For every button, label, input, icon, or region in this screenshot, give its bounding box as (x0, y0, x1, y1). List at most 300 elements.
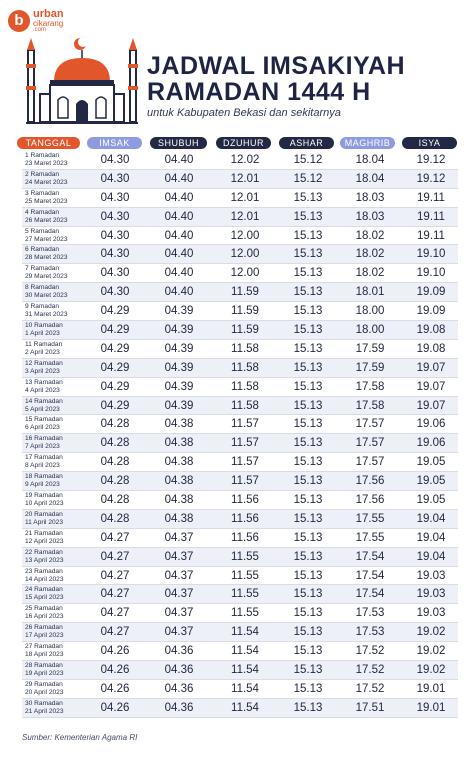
column-header-imsak: IMSAK (87, 137, 142, 149)
page-title-line1: JADWAL IMSAKIYAH (147, 52, 406, 80)
table-row (22, 245, 458, 264)
cell-isya: 19.05 (416, 456, 446, 469)
cell-imsak: 04.27 (100, 588, 130, 601)
table-row (22, 623, 458, 642)
cell-isya: 19.04 (416, 550, 446, 563)
cell-maghrib: 18.03 (355, 210, 385, 223)
cell-shubuh: 04.36 (164, 701, 194, 714)
cell-maghrib: 18.02 (355, 267, 385, 280)
row-ramadan-day: 9 Ramadan (25, 303, 60, 311)
cell-ashar: 15.12 (293, 172, 323, 185)
cell-maghrib: 17.58 (355, 380, 385, 393)
cell-isya: 19.05 (416, 494, 446, 507)
cell-maghrib: 17.57 (355, 437, 385, 450)
row-date (25, 435, 63, 451)
row-date (25, 265, 68, 281)
column-header-maghrib: MAGHRIB (340, 137, 395, 149)
cell-isya: 19.10 (416, 248, 446, 261)
cell-ashar: 15.13 (293, 456, 323, 469)
cell-isya: 19.12 (416, 154, 446, 166)
cell-dzuhur: 11.59 (231, 305, 259, 318)
column-header-shubuh: SHUBUH (150, 137, 207, 149)
cell-shubuh: 04.37 (164, 550, 194, 563)
row-gregorian-date: 10 April 2023 (25, 500, 64, 508)
row-ramadan-day: 2 Ramadan (25, 170, 60, 178)
cell-imsak: 04.29 (100, 399, 130, 412)
row-ramadan-day: 7 Ramadan (25, 265, 60, 273)
cell-maghrib: 17.53 (355, 607, 385, 620)
cell-imsak: 04.29 (100, 361, 130, 374)
column-header-tanggal: TANGGAL (17, 137, 80, 149)
cell-isya: 19.10 (416, 267, 446, 280)
cell-dzuhur: 11.57 (231, 418, 259, 431)
cell-dzuhur: 11.59 (231, 324, 259, 337)
cell-shubuh: 04.39 (164, 399, 194, 412)
cell-maghrib: 17.58 (355, 399, 385, 412)
cell-shubuh: 04.39 (164, 305, 194, 318)
row-ramadan-day: 19 Ramadan (25, 492, 63, 500)
cell-imsak: 04.27 (100, 607, 130, 620)
cell-maghrib: 18.04 (355, 172, 385, 185)
table-row (22, 548, 458, 567)
cell-imsak: 04.27 (100, 626, 130, 639)
row-date (25, 662, 64, 678)
cell-imsak: 04.30 (100, 248, 130, 261)
row-gregorian-date: 18 April 2023 (25, 651, 64, 659)
table-row (22, 397, 458, 416)
cell-ashar: 15.13 (293, 531, 323, 544)
cell-ashar: 15.13 (293, 512, 323, 525)
row-gregorian-date: 27 Maret 2023 (25, 235, 68, 243)
cell-dzuhur: 12.00 (230, 267, 260, 280)
logo-text-cikarang: cikarang (33, 19, 64, 28)
row-date (25, 190, 68, 206)
cell-dzuhur: 11.54 (231, 626, 259, 639)
cell-imsak: 04.29 (100, 324, 130, 337)
row-date (25, 322, 63, 338)
row-ramadan-day: 10 Ramadan (25, 322, 63, 330)
cell-maghrib: 17.59 (355, 361, 385, 374)
cell-shubuh: 04.36 (164, 682, 194, 695)
cell-shubuh: 04.39 (164, 324, 194, 337)
table-row (22, 302, 458, 321)
row-gregorian-date: 2 April 2023 (25, 348, 60, 356)
table-row (22, 699, 458, 718)
row-date (25, 605, 64, 621)
cell-imsak: 04.27 (100, 569, 130, 582)
cell-shubuh: 04.36 (164, 664, 194, 677)
row-gregorian-date: 5 April 2023 (25, 405, 60, 413)
cell-shubuh: 04.40 (164, 286, 194, 299)
row-ramadan-day: 23 Ramadan (25, 567, 63, 575)
schedule-table-body (22, 151, 458, 718)
table-row (22, 359, 458, 378)
cell-maghrib: 18.02 (355, 229, 385, 242)
row-ramadan-day: 11 Ramadan (25, 340, 63, 348)
table-row (22, 208, 458, 227)
cell-ashar: 15.13 (293, 664, 323, 677)
cell-maghrib: 18.02 (355, 248, 385, 261)
table-row (22, 189, 458, 208)
cell-maghrib: 17.56 (355, 475, 385, 488)
row-gregorian-date: 7 April 2023 (25, 443, 60, 451)
row-date (25, 549, 64, 565)
row-ramadan-day: 1 Ramadan (25, 152, 60, 159)
cell-isya: 19.03 (416, 588, 446, 601)
cell-dzuhur: 11.55 (231, 607, 259, 620)
row-date (25, 284, 68, 300)
cell-ashar: 15.13 (293, 569, 323, 582)
cell-dzuhur: 11.55 (231, 569, 259, 582)
brand-logo (8, 8, 88, 34)
table-row (22, 585, 458, 604)
row-ramadan-day: 4 Ramadan (25, 208, 60, 216)
table-row (22, 642, 458, 661)
table-row (22, 567, 458, 586)
cell-dzuhur: 11.54 (231, 682, 259, 695)
table-row (22, 227, 458, 246)
cell-dzuhur: 11.57 (231, 437, 259, 450)
cell-shubuh: 04.38 (164, 494, 194, 507)
cell-ashar: 15.13 (293, 550, 323, 563)
row-date (25, 360, 63, 376)
cell-shubuh: 04.40 (164, 210, 194, 223)
cell-ashar: 15.13 (293, 418, 323, 431)
cell-dzuhur: 12.01 (230, 191, 260, 204)
source-note: Sumber: Kementerian Agama RI (22, 733, 138, 742)
cell-dzuhur: 12.02 (230, 154, 260, 166)
cell-isya: 19.06 (416, 437, 446, 450)
cell-isya: 19.01 (416, 701, 446, 714)
cell-ashar: 15.13 (293, 248, 323, 261)
cell-isya: 19.06 (416, 418, 446, 431)
cell-dzuhur: 11.54 (231, 645, 259, 658)
cell-ashar: 15.13 (293, 210, 323, 223)
row-date (25, 511, 63, 527)
row-gregorian-date: 12 April 2023 (25, 537, 64, 545)
cell-isya: 19.04 (416, 531, 446, 544)
row-ramadan-day: 20 Ramadan (25, 510, 63, 518)
cell-maghrib: 17.55 (355, 512, 385, 525)
cell-isya: 19.11 (417, 191, 445, 204)
cell-imsak: 04.28 (100, 494, 130, 507)
row-ramadan-day: 28 Ramadan (25, 662, 63, 670)
cell-imsak: 04.28 (100, 512, 130, 525)
cell-dzuhur: 11.57 (231, 456, 259, 469)
cell-isya: 19.02 (416, 626, 446, 639)
logo-text-domain: .com (33, 27, 47, 33)
cell-shubuh: 04.38 (164, 437, 194, 450)
row-date (25, 681, 64, 697)
cell-isya: 19.08 (416, 324, 446, 337)
cell-imsak: 04.30 (100, 286, 130, 299)
cell-ashar: 15.12 (293, 154, 323, 166)
cell-ashar: 15.13 (293, 191, 323, 204)
cell-maghrib: 17.55 (355, 531, 385, 544)
row-date (25, 568, 64, 584)
cell-shubuh: 04.40 (164, 154, 194, 166)
row-gregorian-date: 26 Maret 2023 (25, 216, 68, 224)
cell-dzuhur: 12.00 (230, 229, 260, 242)
row-gregorian-date: 19 April 2023 (25, 670, 64, 678)
cell-ashar: 15.13 (293, 607, 323, 620)
cell-isya: 19.09 (416, 286, 446, 299)
cell-dzuhur: 11.55 (231, 550, 259, 563)
row-gregorian-date: 23 Maret 2023 (25, 160, 68, 167)
table-row (22, 434, 458, 453)
cell-imsak: 04.26 (100, 682, 130, 695)
cell-imsak: 04.30 (100, 229, 130, 242)
cell-shubuh: 04.37 (164, 588, 194, 601)
table-row (22, 340, 458, 359)
cell-maghrib: 17.56 (355, 494, 385, 507)
row-gregorian-date: 24 Maret 2023 (25, 178, 68, 186)
cell-maghrib: 17.51 (355, 701, 385, 714)
cell-shubuh: 04.39 (164, 380, 194, 393)
cell-imsak: 04.27 (100, 531, 130, 544)
row-gregorian-date: 21 April 2023 (25, 707, 64, 715)
row-gregorian-date: 14 April 2023 (25, 575, 64, 583)
cell-ashar: 15.13 (293, 626, 323, 639)
row-date (25, 473, 63, 489)
cell-isya: 19.11 (417, 229, 445, 242)
row-date (25, 492, 64, 508)
cell-isya: 19.03 (416, 607, 446, 620)
cell-maghrib: 17.53 (355, 626, 385, 639)
cell-isya: 19.12 (416, 172, 446, 185)
row-date (25, 303, 68, 319)
cell-shubuh: 04.38 (164, 512, 194, 525)
row-ramadan-day: 18 Ramadan (25, 473, 63, 481)
cell-maghrib: 18.01 (355, 286, 385, 299)
row-ramadan-day: 5 Ramadan (25, 227, 60, 235)
row-gregorian-date: 16 April 2023 (25, 613, 64, 621)
row-ramadan-day: 22 Ramadan (25, 548, 63, 556)
cell-isya: 19.11 (417, 210, 445, 223)
table-row (22, 604, 458, 623)
cell-isya: 19.07 (416, 380, 446, 393)
row-date (25, 643, 64, 659)
cell-dzuhur: 11.59 (231, 286, 259, 299)
cell-dzuhur: 11.58 (231, 399, 259, 412)
cell-maghrib: 17.57 (355, 456, 385, 469)
row-date (25, 341, 62, 357)
row-date (25, 171, 68, 187)
row-date (25, 152, 68, 168)
row-gregorian-date: 28 Maret 2023 (25, 254, 68, 262)
cell-maghrib: 18.00 (355, 324, 385, 337)
row-date (25, 379, 63, 395)
row-date (25, 416, 63, 432)
cell-imsak: 04.30 (100, 172, 130, 185)
table-row (22, 472, 458, 491)
row-ramadan-day: 8 Ramadan (25, 284, 60, 292)
cell-imsak: 04.26 (100, 664, 130, 677)
cell-shubuh: 04.38 (164, 475, 194, 488)
cell-imsak: 04.28 (100, 475, 130, 488)
cell-shubuh: 04.40 (164, 191, 194, 204)
cell-dzuhur: 11.56 (231, 531, 259, 544)
cell-ashar: 15.13 (293, 475, 323, 488)
cell-maghrib: 17.54 (355, 588, 385, 601)
table-row (22, 378, 458, 397)
row-ramadan-day: 17 Ramadan (25, 454, 63, 462)
cell-isya: 19.04 (416, 512, 446, 525)
row-gregorian-date: 29 Maret 2023 (25, 273, 68, 281)
cell-dzuhur: 11.56 (231, 512, 259, 525)
cell-ashar: 15.13 (293, 701, 323, 714)
table-row (22, 321, 458, 340)
row-ramadan-day: 24 Ramadan (25, 586, 63, 594)
cell-isya: 19.01 (416, 682, 446, 695)
cell-ashar: 15.13 (293, 324, 323, 337)
cell-shubuh: 04.36 (164, 645, 194, 658)
row-date (25, 624, 64, 640)
row-gregorian-date: 31 Maret 2023 (25, 311, 68, 319)
cell-ashar: 15.13 (293, 380, 323, 393)
logo-text-urban: urban (33, 8, 64, 20)
row-ramadan-day: 29 Ramadan (25, 680, 63, 688)
cell-isya: 19.08 (416, 342, 446, 355)
cell-dzuhur: 12.01 (230, 210, 260, 223)
cell-imsak: 04.30 (100, 267, 130, 280)
row-gregorian-date: 4 April 2023 (25, 386, 60, 394)
row-date (25, 398, 63, 414)
cell-ashar: 15.13 (293, 682, 323, 695)
row-gregorian-date: 6 April 2023 (25, 424, 60, 432)
row-gregorian-date: 1 April 2023 (25, 330, 60, 338)
table-row (22, 680, 458, 699)
table-row (22, 170, 458, 189)
row-gregorian-date: 13 April 2023 (25, 556, 64, 564)
cell-maghrib: 18.04 (355, 154, 385, 166)
cell-imsak: 04.28 (100, 456, 130, 469)
cell-imsak: 04.29 (100, 305, 130, 318)
row-gregorian-date: 11 April 2023 (25, 518, 64, 526)
cell-dzuhur: 11.57 (231, 475, 259, 488)
cell-shubuh: 04.40 (164, 267, 194, 280)
table-row (22, 661, 458, 680)
row-gregorian-date: 9 April 2023 (25, 481, 60, 489)
cell-maghrib: 17.52 (355, 682, 385, 695)
row-ramadan-day: 12 Ramadan (25, 359, 63, 367)
cell-maghrib: 18.03 (355, 191, 385, 204)
cell-maghrib: 17.54 (355, 569, 385, 582)
row-date (25, 454, 63, 470)
cell-ashar: 15.13 (293, 305, 323, 318)
cell-imsak: 04.29 (100, 380, 130, 393)
logo-mark: b (8, 10, 30, 32)
row-ramadan-day: 30 Ramadan (25, 699, 63, 707)
page-title-line2: RAMADAN 1444 H (147, 78, 371, 106)
cell-isya: 19.05 (416, 475, 446, 488)
cell-imsak: 04.30 (100, 154, 130, 166)
row-date (25, 209, 68, 225)
cell-shubuh: 04.39 (164, 361, 194, 374)
row-date (25, 246, 68, 262)
row-ramadan-day: 3 Ramadan (25, 189, 60, 197)
cell-shubuh: 04.37 (164, 626, 194, 639)
cell-isya: 19.03 (416, 569, 446, 582)
row-ramadan-day: 6 Ramadan (25, 246, 60, 254)
cell-dzuhur: 11.58 (231, 380, 259, 393)
row-ramadan-day: 16 Ramadan (25, 435, 63, 443)
row-date (25, 586, 64, 602)
cell-imsak: 04.30 (100, 210, 130, 223)
cell-ashar: 15.13 (293, 494, 323, 507)
cell-ashar: 15.13 (293, 645, 323, 658)
column-header-isya: ISYA (402, 137, 457, 149)
cell-shubuh: 04.40 (164, 229, 194, 242)
cell-ashar: 15.13 (293, 588, 323, 601)
cell-ashar: 15.13 (293, 437, 323, 450)
cell-dzuhur: 11.58 (231, 361, 259, 374)
page-subtitle: untuk Kabupaten Bekasi dan sekitarnya (147, 107, 341, 119)
column-header-dzuhur: DZUHUR (216, 137, 271, 149)
cell-imsak: 04.28 (100, 418, 130, 431)
row-ramadan-day: 13 Ramadan (25, 378, 63, 386)
cell-dzuhur: 11.55 (231, 588, 259, 601)
cell-isya: 19.07 (416, 399, 446, 412)
cell-isya: 19.09 (416, 305, 446, 318)
table-row (22, 453, 458, 472)
row-date (25, 700, 64, 716)
cell-dzuhur: 11.54 (231, 701, 259, 714)
row-ramadan-day: 26 Ramadan (25, 624, 63, 632)
row-ramadan-day: 15 Ramadan (25, 416, 63, 424)
row-date (25, 530, 64, 546)
cell-dzuhur: 11.56 (231, 494, 259, 507)
row-ramadan-day: 14 Ramadan (25, 397, 63, 405)
column-header-ashar: ASHAR (279, 137, 334, 149)
cell-shubuh: 04.40 (164, 248, 194, 261)
row-gregorian-date: 20 April 2023 (25, 688, 64, 696)
row-gregorian-date: 17 April 2023 (25, 632, 64, 640)
cell-imsak: 04.26 (100, 645, 130, 658)
cell-ashar: 15.13 (293, 229, 323, 242)
row-gregorian-date: 25 Maret 2023 (25, 197, 68, 205)
cell-imsak: 04.28 (100, 437, 130, 450)
table-row (22, 510, 458, 529)
cell-maghrib: 17.52 (355, 645, 385, 658)
table-row (22, 529, 458, 548)
cell-shubuh: 04.37 (164, 607, 194, 620)
table-row (22, 283, 458, 302)
table-row (22, 264, 458, 283)
mosque-illustration (26, 34, 138, 126)
cell-maghrib: 18.00 (355, 305, 385, 318)
table-row (22, 151, 458, 170)
table-row (22, 491, 458, 510)
cell-ashar: 15.13 (293, 286, 323, 299)
cell-maghrib: 17.52 (355, 664, 385, 677)
cell-shubuh: 04.38 (164, 418, 194, 431)
cell-dzuhur: 11.54 (231, 664, 259, 677)
row-gregorian-date: 8 April 2023 (25, 462, 60, 470)
cell-dzuhur: 12.01 (230, 172, 260, 185)
row-gregorian-date: 15 April 2023 (25, 594, 64, 602)
cell-shubuh: 04.40 (164, 172, 194, 185)
cell-ashar: 15.13 (293, 342, 323, 355)
cell-dzuhur: 11.58 (231, 342, 259, 355)
row-ramadan-day: 21 Ramadan (25, 529, 63, 537)
cell-shubuh: 04.37 (164, 569, 194, 582)
row-ramadan-day: 27 Ramadan (25, 643, 63, 651)
table-row (22, 415, 458, 434)
cell-isya: 19.07 (416, 361, 446, 374)
cell-shubuh: 04.39 (164, 342, 194, 355)
cell-imsak: 04.26 (100, 701, 130, 714)
